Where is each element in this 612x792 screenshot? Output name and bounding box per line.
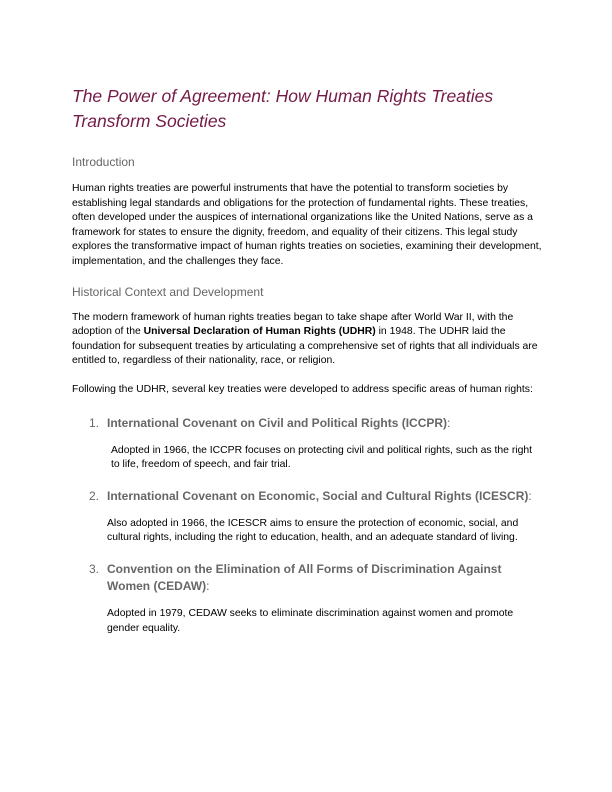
treaty-description: Adopted in 1966, the ICCPR focuses on protecting civil and political rights, such as the right to life, freedom of speech, and fair trial. <box>111 444 533 471</box>
treaty-number: 3. <box>89 561 100 576</box>
document-page <box>72 84 542 636</box>
historical-paragraph-1 <box>72 311 542 369</box>
treaty-title-text: Convention on the Elimination of All Forms of Discrimination Against Women (CEDAW) <box>107 561 502 593</box>
treaty-title-text: International Covenant on Civil and Political Rights (ICCPR) <box>107 415 448 430</box>
treaty-item-icescr <box>72 488 542 546</box>
treaty-number: 1. <box>89 415 100 430</box>
treaty-title <box>107 415 542 432</box>
historical-context-heading: Historical Context and Development <box>72 284 264 299</box>
treaty-title-suffix: : <box>528 488 532 503</box>
historical-paragraph-1-start: The modern framework of human rights treaties began to take shape after World War II, with the adoption of the <box>72 311 514 338</box>
introduction-heading: Introduction <box>72 155 135 169</box>
historical-paragraph-1-end: in 1948. The UDHR laid the foundation for subsequent treaties by articulating a comprehensive set of rights that all individuals are entitled to, regardless of their nationality, race, or religion. <box>72 326 538 367</box>
treaty-title-suffix: : <box>447 415 451 430</box>
treaty-title-text: International Covenant on Economic, Social and Cultural Rights (ICESCR) <box>107 488 529 503</box>
historical-paragraph-2: Following the UDHR, several key treaties were developed to address specific areas of human rights: <box>72 383 533 395</box>
treaty-title-suffix: : <box>206 578 210 593</box>
treaty-title <box>107 561 542 595</box>
treaty-number: 2. <box>89 488 100 503</box>
treaty-list <box>72 415 542 637</box>
introduction-paragraph: Human rights treaties are powerful instruments that have the potential to transform societies by establishing legal standards and obligations for the protection of fundamental rights. These treaties, often developed under the auspices of international organizations like the United Nations, serve as a framework for states to ensure the dignity, freedom, and equality of their citizens. This legal study explores the transformative impact of human rights treaties on societies, examining their development, implementation, and the challenges they face. <box>72 183 542 267</box>
treaty-title <box>107 488 542 505</box>
treaty-item-iccpr <box>72 415 542 473</box>
treaty-description: Adopted in 1979, CEDAW seeks to eliminate discrimination against women and promote gender equality. <box>107 607 514 634</box>
document-title: The Power of Agreement: How Human Rights Treaties Transform Societies <box>72 86 494 131</box>
udhr-bold-term: Universal Declaration of Human Rights (UDHR) <box>143 326 376 338</box>
treaty-item-cedaw <box>72 561 542 636</box>
treaty-description: Also adopted in 1966, the ICESCR aims to ensure the protection of economic, social, and cultural rights, including the right to education, health, and an adequate standard of living. <box>107 517 519 544</box>
